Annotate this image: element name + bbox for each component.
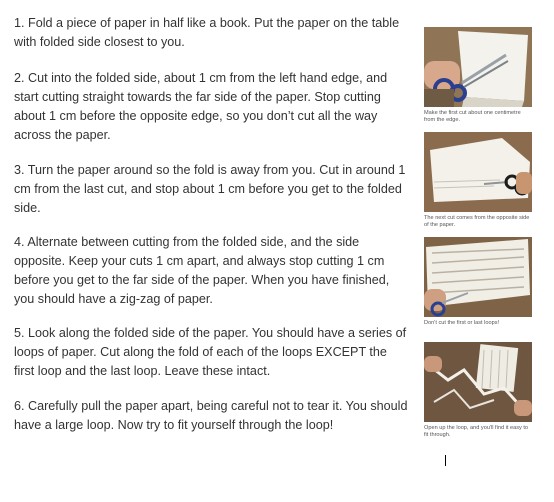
photo-caption: Open up the loop, and you'll find it easy to fit through. [424, 425, 529, 438]
step-text: Fold a piece of paper in half like a book. Put the paper on the table with folded side closest to you. [14, 16, 400, 49]
step-text: Cut into the folded side, about 1 cm from the left hand edge, and start cutting straight towards the far side of the paper. Stop cutting about 1 cm before the opposite edge, so you don’t cut all the way across the paper. [14, 71, 388, 142]
step-text: Carefully pull the paper apart, being careful not to tear it. You should have a large loop. Now try to fit yourself through the loop! [14, 399, 408, 432]
step-4 [14, 233, 409, 309]
photo-caption: Make the first cut about one centimetre from the edge. [424, 110, 521, 123]
step-number: 5. [14, 326, 25, 340]
photo-open-loop [424, 342, 532, 439]
step-3 [14, 161, 409, 218]
step-number: 3. [14, 163, 25, 177]
photo-first-cut [424, 27, 532, 124]
step-number: 6. [14, 399, 25, 413]
step-text: Alternate between cutting from the folded side, and the side opposite. Keep your cuts 1 cm apart, and always stop cutting 1 cm before you get to the far side of the paper. When you have finished, you should have a zig-zag of paper. [14, 235, 390, 306]
step-1 [14, 14, 409, 52]
photo-second-cut [424, 132, 532, 229]
step-number: 2. [14, 71, 25, 85]
second-cut-photo [424, 132, 532, 212]
step-6 [14, 397, 409, 435]
step-number: 1. [14, 16, 25, 30]
photo-zigzag [424, 237, 532, 327]
step-text: Look along the folded side of the paper. You should have a series of loops of paper. Cut along the fold of each of the loops EXCEPT the first loop and the last loop. Leave these intact. [14, 326, 407, 378]
step-5 [14, 324, 409, 381]
text-cursor [445, 455, 446, 466]
scissors-cutting-photo [424, 27, 532, 107]
paper-loop-photo [424, 342, 532, 422]
photo-caption: Don't cut the first or last loops! [424, 320, 500, 326]
step-2 [14, 69, 409, 145]
zigzag-paper-photo [424, 237, 532, 317]
step-text: Turn the paper around so the fold is away from you. Cut in around 1 cm from the last cut, and stop about 1 cm before you get to the folded side. [14, 163, 406, 215]
photo-caption: The next cut comes from the opposite side of the paper. [424, 215, 530, 228]
step-number: 4. [14, 235, 25, 249]
